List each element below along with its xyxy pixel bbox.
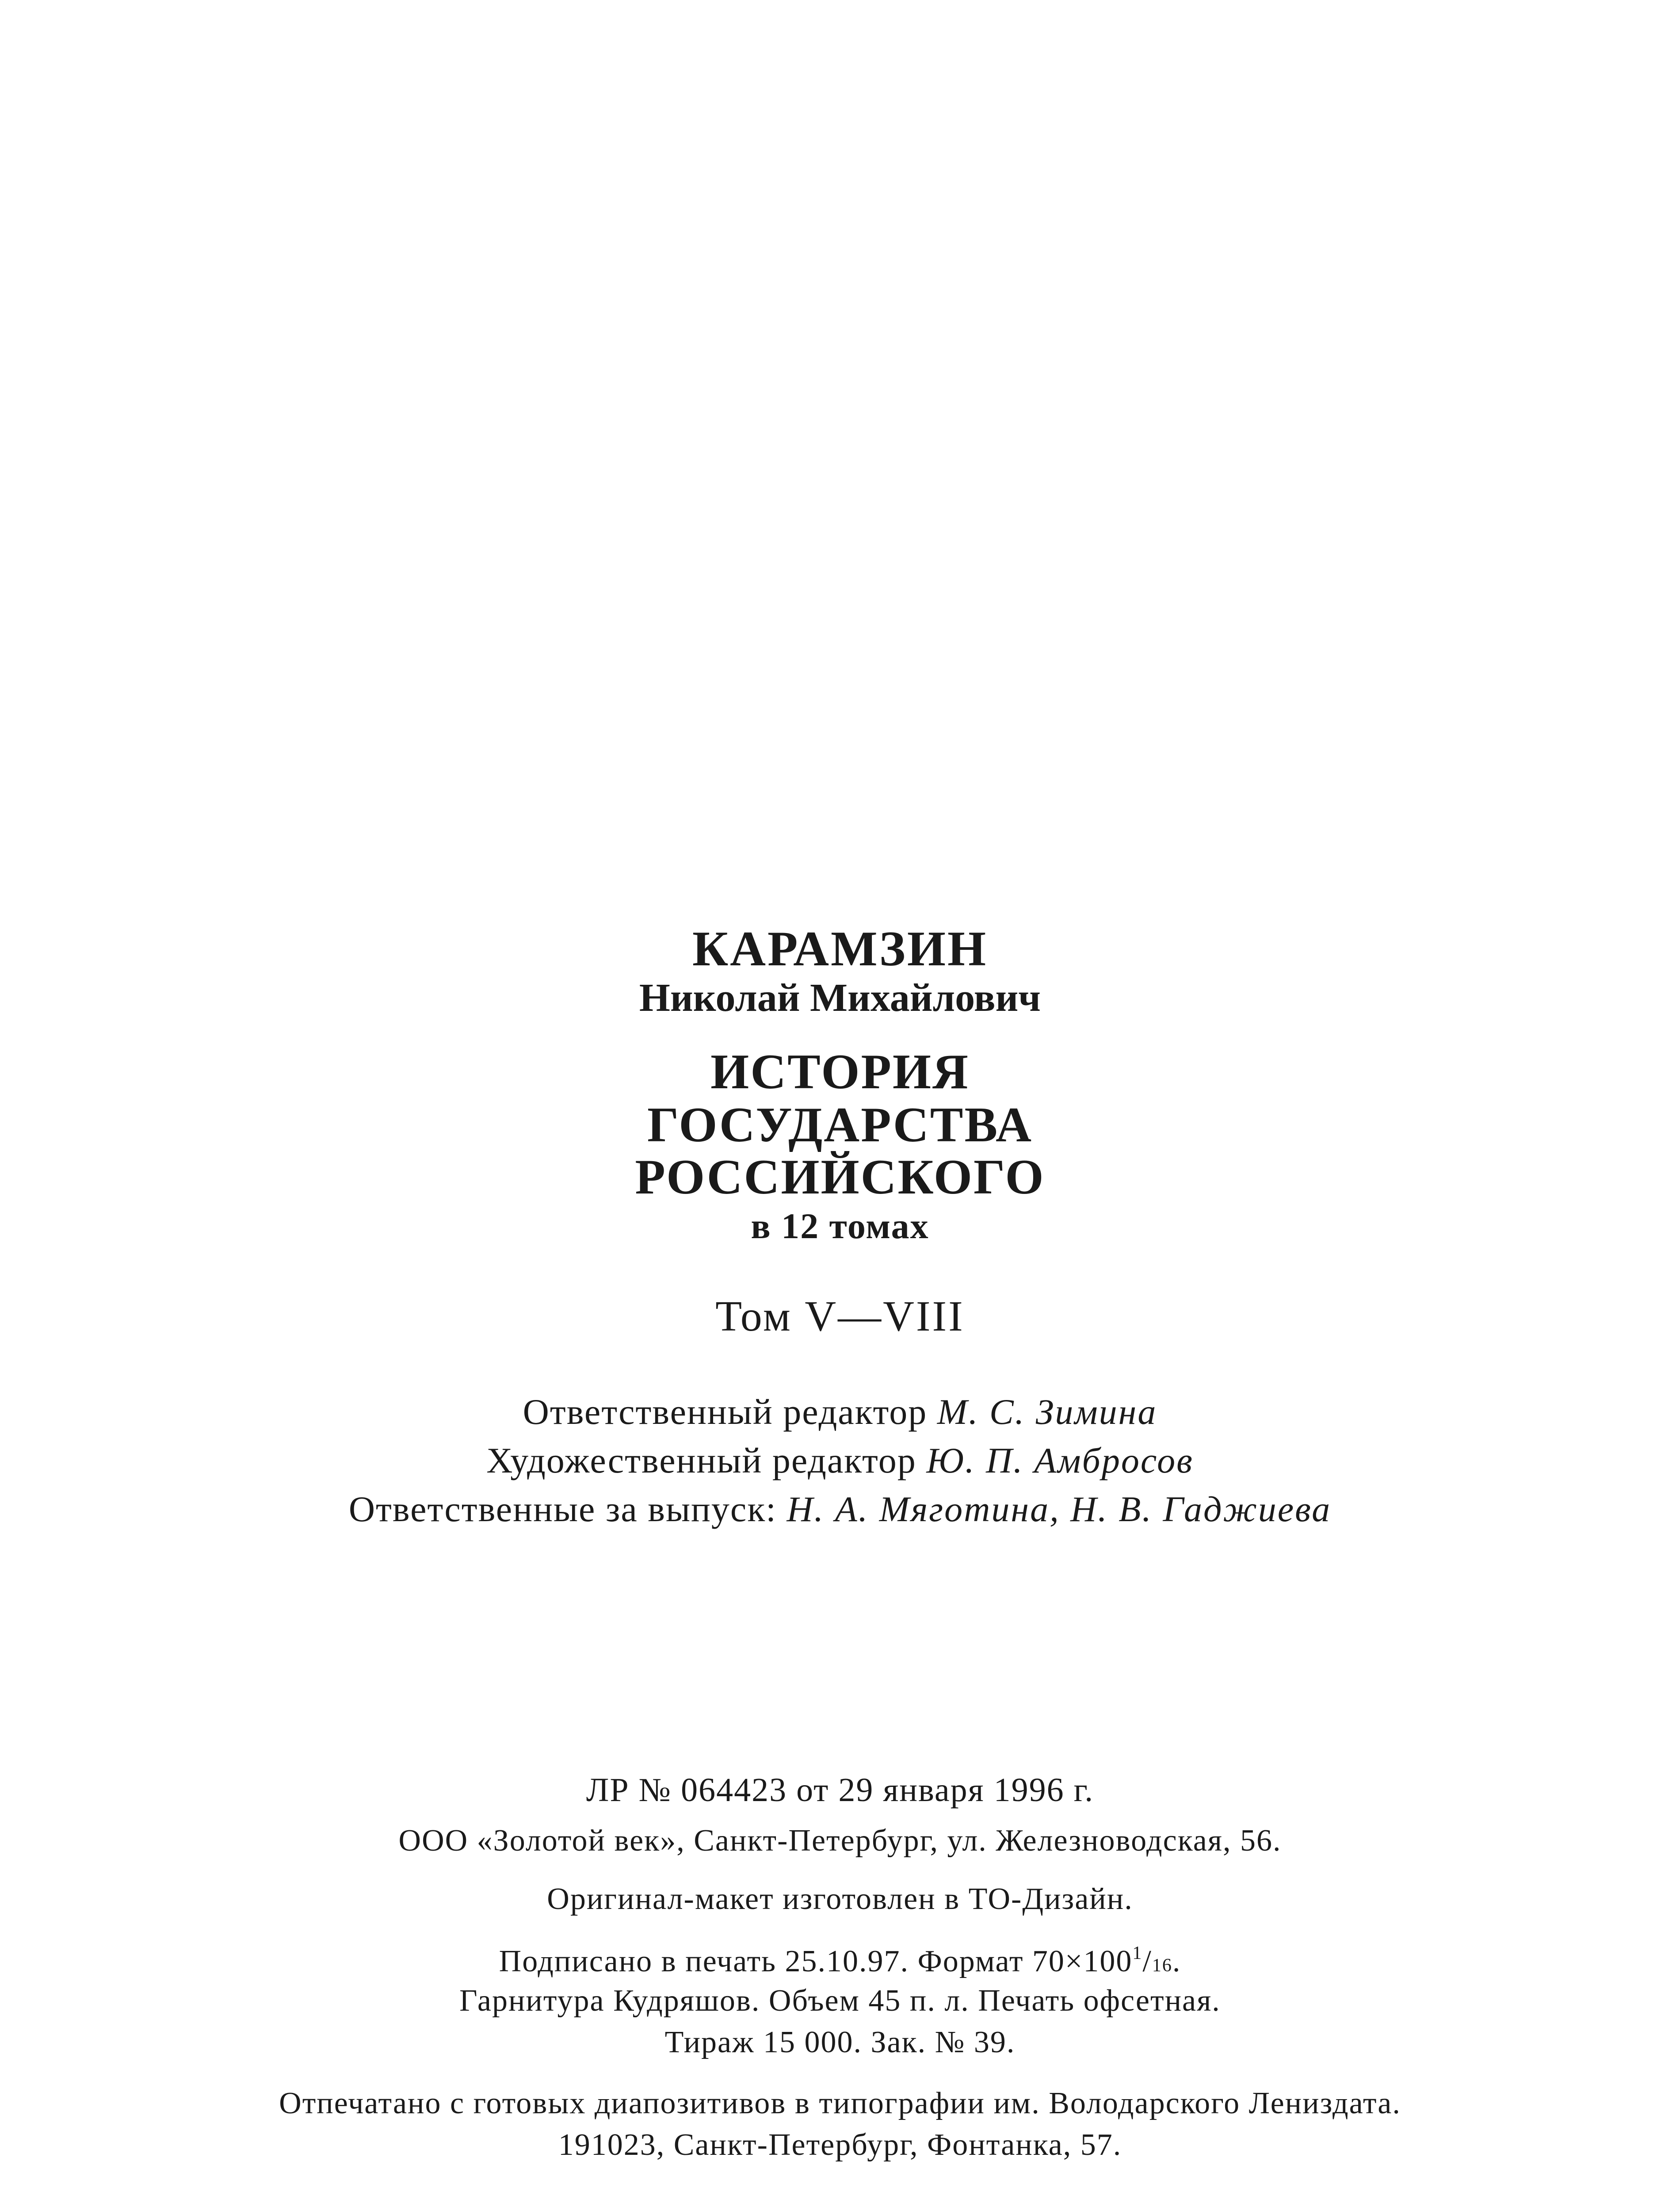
- volume-range: Том V—VIII: [715, 1293, 965, 1340]
- book-title-line-3: РОССИЙСКОГО: [635, 1150, 1045, 1205]
- credit-role: Ответственный редактор: [523, 1392, 928, 1432]
- credit-role: Художественный редактор: [486, 1440, 916, 1480]
- imprint-signed-suffix: .: [1172, 1944, 1181, 1978]
- format-subscript: 16: [1152, 1955, 1172, 1976]
- book-title-line-1: ИСТОРИЯ: [710, 1044, 970, 1099]
- imprint-publisher: ООО «Золотой век», Санкт-Петербург, ул. Железноводская, 56.: [398, 1824, 1282, 1858]
- credit-role: Ответственные за выпуск:: [348, 1489, 777, 1529]
- imprint-font-volume: Гарнитура Кудряшов. Объем 45 п. л. Печать офсетная.: [459, 1984, 1221, 2018]
- imprint-layout: Оригинал-макет изготовлен в ТО-Дизайн.: [547, 1882, 1133, 1916]
- author-given-names: Николай Михайлович: [639, 976, 1041, 1020]
- format-superscript: 1: [1132, 1943, 1143, 1963]
- imprint-license: ЛР № 064423 от 29 января 1996 г.: [586, 1771, 1094, 1809]
- credit-names: Ю. П. Амбросов: [926, 1440, 1194, 1480]
- imprint-signed-text: Подписано в печать 25.10.97. Формат 70×100: [499, 1944, 1133, 1978]
- book-title-line-2: ГОСУДАРСТВА: [647, 1098, 1033, 1152]
- format-slash: /: [1142, 1944, 1152, 1978]
- credit-line-release-responsible: [0, 1491, 1680, 1527]
- imprint-print-run: Тираж 15 000. Зак. № 39.: [664, 2025, 1016, 2059]
- imprint-printed-by: Отпечатано с готовых диапозитивов в типографии им. Володарского Лениздата.: [279, 2086, 1401, 2120]
- credit-line-responsible-editor: [0, 1394, 1680, 1430]
- credit-line-art-editor: [0, 1442, 1680, 1479]
- imprint-signed-format: [0, 1944, 1680, 1977]
- credit-names: М. С. Зимина: [937, 1392, 1157, 1432]
- credit-names: Н. А. Мяготина, Н. В. Гаджиева: [787, 1489, 1332, 1529]
- author-surname: КАРАМЗИН: [692, 922, 988, 976]
- volumes-note: в 12 томах: [751, 1206, 929, 1246]
- imprint-printer-address: 191023, Санкт-Петербург, Фонтанка, 57.: [558, 2128, 1122, 2162]
